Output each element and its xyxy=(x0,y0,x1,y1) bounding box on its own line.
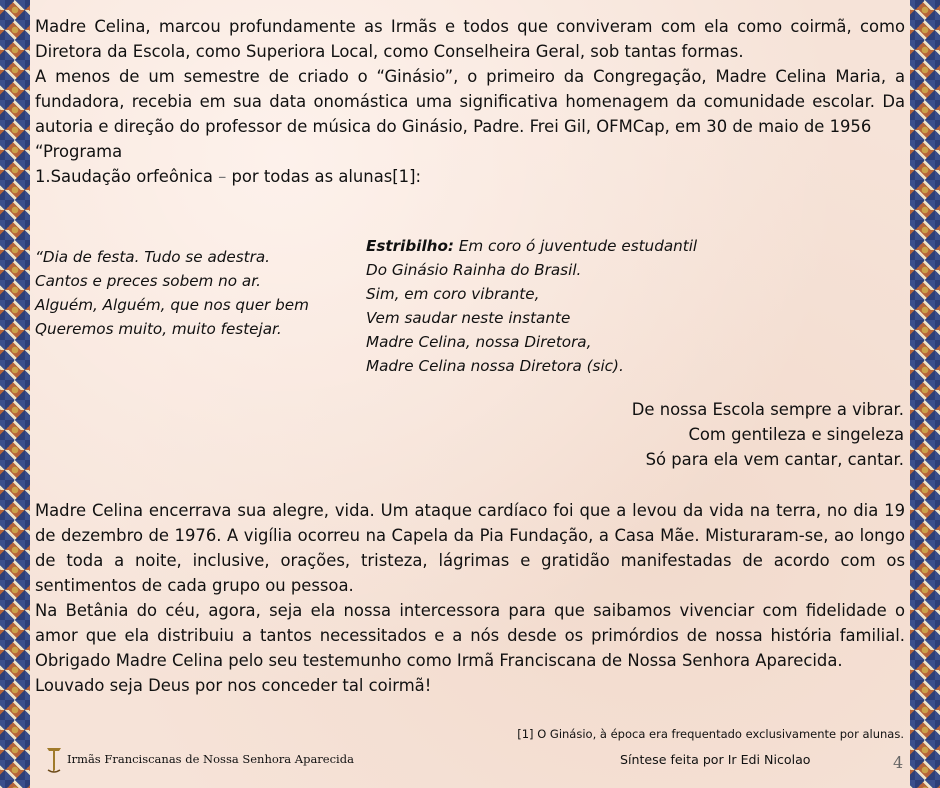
refrain-line: Vem saudar neste instante xyxy=(366,309,571,327)
verse-left-line: Queremos muito, muito festejar. xyxy=(35,320,282,338)
program-heading: “Programa xyxy=(35,142,123,161)
refrain-line: Sim, em coro vibrante, xyxy=(366,285,540,303)
program-item-1-dash: – xyxy=(218,167,227,186)
refrain-label: Estribilho: xyxy=(366,237,454,255)
footnote-reference[interactable]: [1] xyxy=(392,167,416,186)
page-number: 4 xyxy=(893,753,904,772)
refrain-line: Madre Celina nossa Diretora (sic). xyxy=(366,357,624,375)
body-paragraph-1: Madre Celina encerrava sua alegre, vida. Um ataque cardíaco foi que a levou da vida na terra, no dia 19 de dezembro de 1976. A vigília ocorreu na Capela da Pia Fundação, a Casa Mãe. Misturaram-se, ao longo de toda a noite, inclusive, orações, tristeza, lágrimas e gratidão manifestadas de acordo com os sentimentos de cada grupo ou pessoa. xyxy=(35,501,905,595)
intro-paragraph-1: Madre Celina, marcou profundamente as Irmãs e todos que conviveram com ela como coirmã, como Diretora da Escola, como Superiora Local, como Conselheira Geral, sob tantas formas. xyxy=(35,17,905,61)
verse-right-line: Só para ela vem cantar, cantar. xyxy=(645,450,904,469)
program-item-1-text: 1.Saudação orfeônica xyxy=(35,167,219,186)
refrain-line: Em coro ó juventude estudantil xyxy=(453,237,698,255)
right-decorative-border xyxy=(910,0,940,788)
verse-left-line: Cantos e preces sobem no ar. xyxy=(35,272,261,290)
intro-section xyxy=(35,14,905,189)
footer-credit: Síntese feita por Ir Edi Nicolao xyxy=(620,752,811,767)
left-decorative-border xyxy=(0,0,30,788)
body-paragraph-2: Na Betânia do céu, agora, seja ela nossa intercessora para que saibamos vivenciar com fidelidade o amor que ela distribuiu a tantos necessitados e a nós desde os primórdios de nossa história familial. Obrigado Madre Celina pelo seu testemunho como Irmã Franciscana de Nossa Senhora Aparecida. xyxy=(35,601,905,670)
program-item-1-text-end: por todas as alunas xyxy=(226,167,393,186)
intro-paragraph-2: A menos de um semestre de criado o “Ginásio”, o primeiro da Congregação, Madre Celina Maria, a fundadora, recebia em sua data onomástica uma significativa homenagem da comunidade escolar. Da autoria e direção do professor de música do Ginásio, Padre. Frei Gil, OFMCap, em 30 de maio de 1956 xyxy=(35,67,905,136)
verse-left-line: “Dia de festa. Tudo se adestra. xyxy=(35,248,271,266)
refrain-line: Madre Celina, nossa Diretora, xyxy=(366,333,592,351)
verse-left xyxy=(35,245,355,341)
verse-right-line: De nossa Escola sempre a vibrar. xyxy=(631,400,904,419)
program-item-1-colon: : xyxy=(415,167,422,186)
footnote-marker[interactable]: [1] xyxy=(517,727,534,741)
footnote-text: O Ginásio, à época era frequentado exclusivamente por alunas. xyxy=(533,727,904,741)
tau-cross-logo-icon xyxy=(45,744,63,774)
refrain-line-1 xyxy=(366,234,766,258)
footnote xyxy=(517,726,904,742)
verse-refrain xyxy=(366,234,766,378)
footer-organization xyxy=(45,742,354,776)
body-closing: Louvado seja Deus por nos conceder tal coirmã! xyxy=(35,676,432,695)
verse-right xyxy=(504,397,904,472)
verse-left-line: Alguém, Alguém, que nos quer bem xyxy=(35,296,309,314)
verse-right-line: Com gentileza e singeleza xyxy=(688,425,904,444)
organization-name: Irmãs Franciscanas de Nossa Senhora Aparecida xyxy=(67,752,354,766)
body-section xyxy=(35,498,905,698)
refrain-line: Do Ginásio Rainha do Brasil. xyxy=(366,261,582,279)
program-item-1 xyxy=(35,164,905,189)
